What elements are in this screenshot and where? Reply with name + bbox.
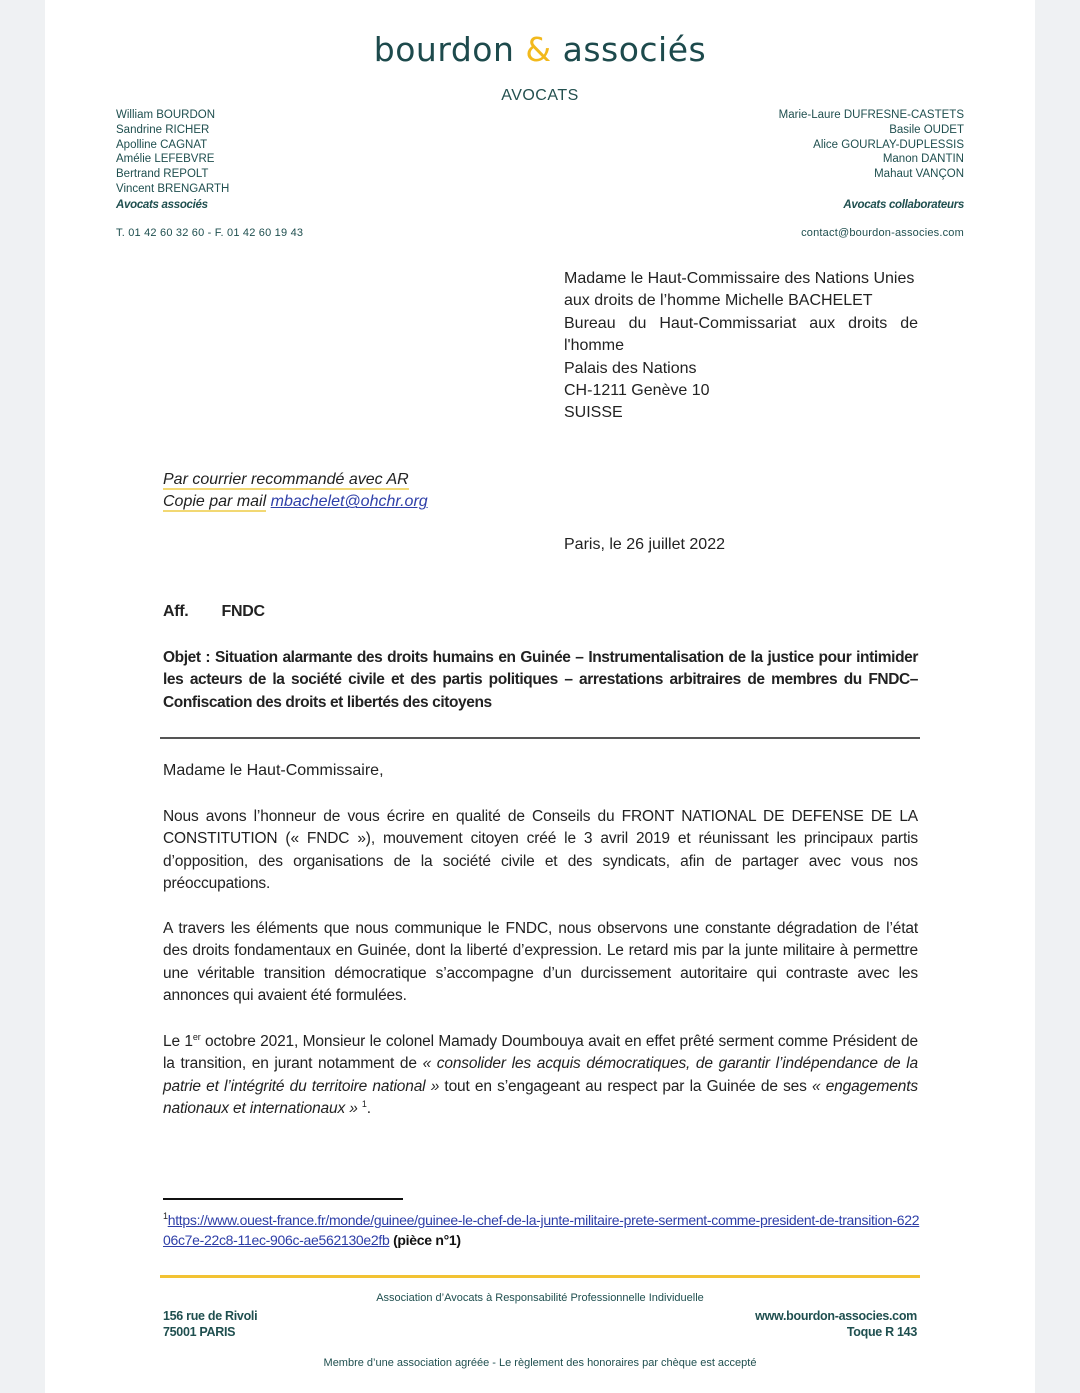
- oath-quote: « consolider les acquis démocratiques, de garantir l’indépendance de la patrie et l’intégrité du territoire national »: [163, 1055, 918, 1095]
- phone-fax: T. 01 42 60 32 60 - F. 01 42 60 19 43: [116, 227, 304, 239]
- recipient-line: Madame le Haut-Commissaire des Nations Unies: [564, 270, 915, 287]
- recipient-line: SUISSE: [564, 404, 623, 422]
- delivery-copy-label: Copie par mail: [163, 493, 267, 511]
- body-paragraph-2: A travers les éléments que nous communique le FNDC, nous observons une constante dégradation de l’état des droits fondamentaux en Guinée, dont la liberté d’expression. Le retard mis par la junte militaire à permettre une véritable transition démocratique s’accompagne d’un durcissement autoritaire qui contraste avec les annonces qui avaient été formulées.: [163, 920, 918, 1005]
- footer-address: [163, 1308, 257, 1340]
- body-paragraph-1: Nous avons l’honneur de vous écrire en qualité de Conseils du FRONT NATIONAL DE DEFENSE DE LA CONSTITUTION (« FNDC »), mouvement citoyen créé le 3 avril 2019 et réunissant les principaux partis d’opposition, des organisations de la société civile et des syndicats, afin de partager avec vous nos préoccupations.: [163, 808, 918, 893]
- ordinal-superscript: er: [192, 1032, 201, 1042]
- partners-list: [116, 108, 229, 213]
- footer-toque: Toque R 143: [846, 1325, 917, 1339]
- recipient-address: [564, 268, 918, 425]
- collaborators-list: [779, 108, 964, 213]
- footer-website[interactable]: www.bourdon-associes.com: [755, 1309, 917, 1323]
- footer-web: [755, 1308, 917, 1340]
- firm-subtitle: AVOCATS: [501, 87, 579, 104]
- subject: [163, 647, 918, 714]
- logo-word-bourdon: bourdon: [373, 30, 515, 69]
- recipient-line: Bureau du Haut-Commissariat aux droits de: [564, 314, 918, 332]
- partner-name: Sandrine RICHER: [116, 123, 210, 136]
- p3-text: Le 1: [163, 1033, 193, 1050]
- firm-logo: [0, 30, 1080, 69]
- affaire-label: Aff.: [163, 603, 189, 620]
- collaborators-role-label: Avocats collaborateurs: [843, 198, 964, 211]
- engagements-quote: « engagements nationaux et internationaux »: [163, 1077, 918, 1118]
- contact-email[interactable]: contact@bourdon-associes.com: [801, 227, 964, 239]
- subject-label: Objet :: [163, 649, 211, 666]
- collaborator-name: Alice GOURLAY-DUPLESSIS: [813, 138, 964, 151]
- logo-word-associes: associés: [562, 30, 707, 69]
- collaborator-name: Mahaut VANÇON: [874, 168, 964, 181]
- partner-name: William BOURDON: [116, 109, 216, 121]
- footnote-number: 1: [163, 1211, 168, 1221]
- footnote-link[interactable]: https://www.ouest-france.fr/monde/guinee/guinee-le-chef-de-la-junte-militaire-prete-serment-comme-president-de-transition-62206c7e-22c8-11ec-906c-ae562130e2fb: [163, 1212, 920, 1248]
- affaire-reference: [163, 603, 265, 621]
- salutation: Madame le Haut-Commissaire,: [163, 762, 384, 779]
- partners-role-label: Avocats associés: [116, 198, 208, 211]
- partner-name: Bertrand REPOLT: [116, 168, 209, 181]
- collaborator-name: Manon DANTIN: [882, 153, 964, 166]
- recipient-line: aux droits de l’homme Michelle BACHELET: [564, 292, 873, 310]
- footer-member-note: Membre d’une association agréée - Le règlement des honoraires par chèque est accepté: [323, 1357, 757, 1369]
- partner-name: Vincent BRENGARTH: [116, 182, 230, 195]
- footer-street: 156 rue de Rivoli: [163, 1309, 258, 1323]
- collaborator-name: Marie-Laure DUFRESNE-CASTETS: [778, 109, 964, 121]
- subject-text: Situation alarmante des droits humains en Guinée – Instrumentalisation de la justice pour intimider les acteurs de la société civile et des partis politiques – arrestations arbitraires de membres du FNDC–Confiscation des droits et libertés des citoyens: [163, 649, 919, 711]
- delivery-method: [163, 469, 428, 514]
- body-paragraph-3: [163, 1031, 918, 1121]
- partner-name: Amélie LEFEBVRE: [116, 153, 215, 166]
- recipient-line: CH-1211 Genève 10: [564, 382, 710, 400]
- footnote: [163, 1210, 923, 1250]
- footer-divider: [160, 1275, 920, 1278]
- partner-name: Apolline CAGNAT: [116, 138, 208, 151]
- letter-date: Paris, le 26 juillet 2022: [564, 536, 725, 553]
- recipient-email-link[interactable]: mbachelet@ohchr.org: [270, 493, 428, 511]
- footer-association: Association d’Avocats à Responsabilité Professionnelle Individuelle: [376, 1292, 704, 1304]
- subject-divider: [160, 737, 920, 739]
- footnote-divider: [163, 1198, 403, 1200]
- logo-ampersand: &: [525, 30, 552, 69]
- delivery-registered-mail: Par courrier recommandé avec AR: [163, 471, 409, 488]
- footnote-exhibit: (pièce n°1): [393, 1232, 461, 1248]
- collaborator-name: Basile OUDET: [889, 123, 964, 136]
- p3-text: .: [366, 1100, 371, 1118]
- footnote-reference[interactable]: 1: [361, 1099, 367, 1110]
- affaire-value: FNDC: [221, 603, 265, 620]
- recipient-line: l'homme: [564, 337, 624, 355]
- footer-city: 75001 PARIS: [163, 1325, 236, 1339]
- p3-text: octobre 2021, Monsieur le colonel Mamady Doumbouya avait en effet prêté serment comme Président de la transition, en jurant notamment de: [163, 1033, 918, 1073]
- recipient-line: Palais des Nations: [564, 359, 697, 377]
- p3-text: tout en s’engageant au respect par la Guinée de ses: [439, 1077, 812, 1095]
